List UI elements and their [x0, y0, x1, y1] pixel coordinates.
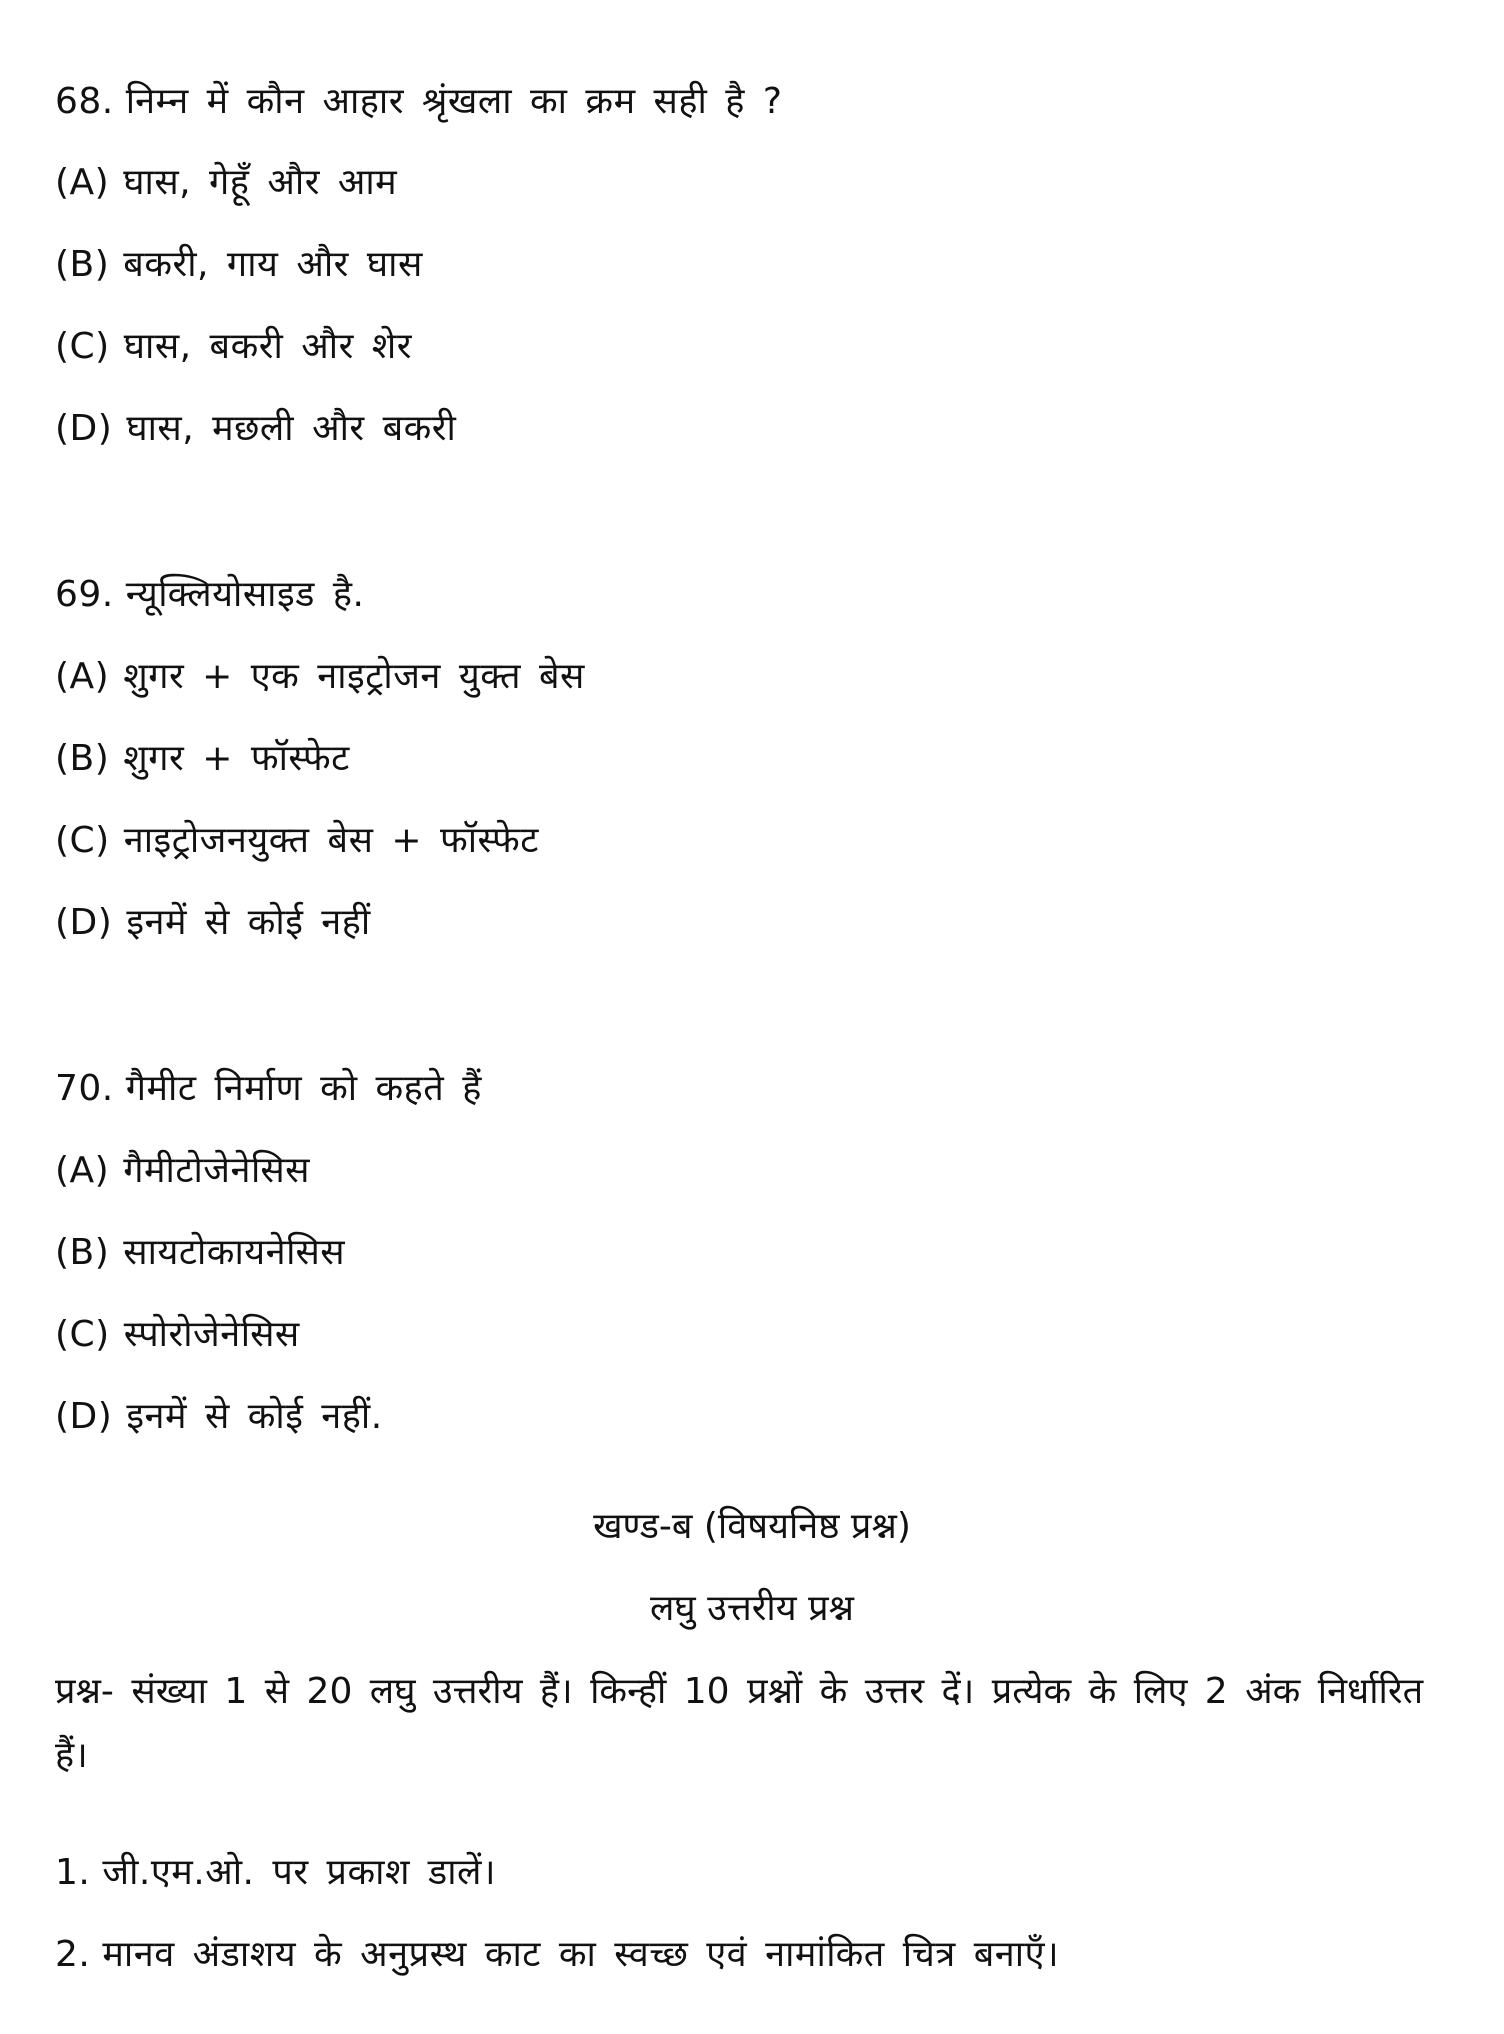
option-text: इनमें से कोई नहीं — [126, 902, 371, 943]
section-heading: खण्ड-ब (विषयनिष्ठ प्रश्न) — [593, 1506, 911, 1547]
option-label: (D) — [55, 1396, 113, 1437]
option-text: गैमीटोजेनेसिस — [123, 1150, 310, 1191]
short-question-2 — [55, 1930, 1059, 1980]
question-68-option-b — [55, 240, 423, 290]
option-label: (D) — [55, 408, 113, 449]
question-68-option-c — [55, 322, 412, 372]
option-text: घास, बकरी और शेर — [123, 326, 412, 367]
question-number: 69. — [55, 574, 114, 615]
question-70-option-c — [55, 1310, 300, 1360]
option-text: बकरी, गाय और घास — [123, 244, 423, 285]
option-text: सायटोकायनेसिस — [123, 1232, 346, 1273]
option-text: शुगर + फॉस्फेट — [123, 738, 350, 779]
question-70-option-a — [55, 1146, 310, 1196]
option-text: स्पोरोजेनेसिस — [123, 1314, 300, 1355]
option-label: (C) — [55, 820, 110, 861]
question-text: मानव अंडाशय के अनुप्रस्थ काट का स्वच्छ एवं नामांकित चित्र बनाएँ। — [102, 1934, 1060, 1975]
option-label: (A) — [55, 162, 110, 203]
option-label: (B) — [55, 1232, 110, 1273]
question-number: 2. — [55, 1934, 91, 1975]
question-text: न्यूक्लियोसाइड है. — [125, 574, 365, 615]
question-69-option-c — [55, 816, 539, 866]
section-instructions: प्रश्न- संख्या 1 से 20 लघु उत्तरीय हैं। किन्हीं 10 प्रश्नों के उत्तर दें। प्रत्येक के लिए 2 अंक निर्धारित हैं। — [55, 1671, 1424, 1776]
question-69 — [55, 570, 364, 620]
question-68-option-d — [55, 404, 456, 454]
option-text: घास, मछली और बकरी — [126, 408, 457, 449]
question-text: निम्न में कौन आहार श्रृंखला का क्रम सही है ? — [125, 81, 783, 122]
question-text: जी.एम.ओ. पर प्रकाश डालें। — [102, 1852, 497, 1893]
section-subheading: लघु उत्तरीय प्रश्न — [649, 1588, 855, 1629]
short-question-1 — [55, 1848, 496, 1898]
option-label: (B) — [55, 738, 110, 779]
option-label: (C) — [55, 1314, 110, 1355]
option-text: इनमें से कोई नहीं. — [126, 1396, 383, 1437]
question-number: 70. — [55, 1068, 114, 1109]
question-text: गैमीट निर्माण को कहते हैं — [125, 1068, 482, 1109]
question-68 — [55, 77, 782, 127]
option-label: (A) — [55, 656, 110, 697]
question-70-option-b — [55, 1228, 345, 1278]
option-text: घास, गेहूँ और आम — [123, 162, 398, 203]
option-label: (D) — [55, 902, 113, 943]
option-text: शुगर + एक नाइट्रोजन युक्त बेस — [123, 656, 585, 697]
question-number: 1. — [55, 1852, 91, 1893]
question-69-option-d — [55, 898, 371, 948]
question-69-option-a — [55, 652, 585, 702]
question-69-option-b — [55, 734, 350, 784]
question-number: 68. — [55, 81, 114, 122]
question-70-option-d — [55, 1392, 383, 1442]
question-70 — [55, 1064, 482, 1114]
option-label: (B) — [55, 244, 110, 285]
option-text: नाइट्रोजनयुक्त बेस + फॉस्फेट — [123, 820, 539, 861]
option-label: (C) — [55, 326, 110, 367]
question-68-option-a — [55, 158, 397, 208]
option-label: (A) — [55, 1150, 110, 1191]
